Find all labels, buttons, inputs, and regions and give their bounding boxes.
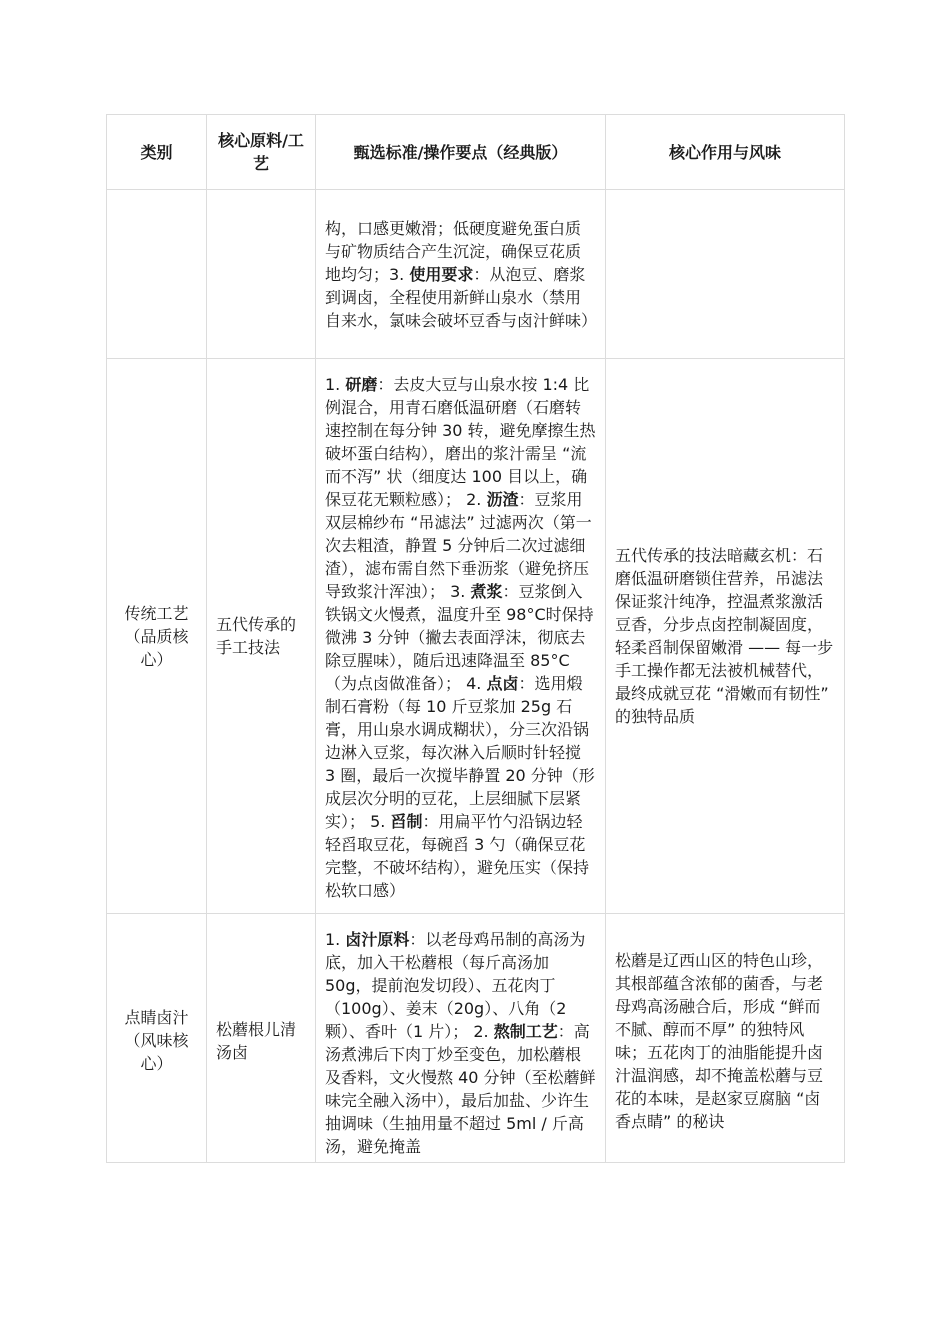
material-cell <box>207 190 316 359</box>
material-cell: 松蘑根儿清汤卤 <box>207 914 316 1163</box>
category-cell: 点睛卤汁（风味核心） <box>107 914 207 1163</box>
effect-cell: 松蘑是辽西山区的特色山珍，其根部蕴含浓郁的菌香，与老母鸡高汤融合后，形成 “鲜而不腻、醇而不厚” 的独特风味；五花肉丁的油脂能提升卤汁温润感，却不掩盖松蘑与豆花的本味，是赵家豆腐脑 “卤香点睛” 的秘诀 <box>606 914 845 1163</box>
step-keyword: 煮浆 <box>470 582 503 601</box>
points-cell: 构，口感更嫩滑；低硬度避免蛋白质与矿物质结合产生沉淀，确保豆花质地均匀；3. 使用要求：从泡豆、磨浆到调卤，全程使用新鲜山泉水（禁用自来水，氯味会破坏豆香与卤汁鲜味） <box>316 190 606 359</box>
points-cell: 1. 研磨：去皮大豆与山泉水按 1:4 比例混合，用青石磨低温研磨（石磨转速控制在每分钟 30 转，避免摩擦生热破坏蛋白结构），磨出的浆汁需呈 “流而不泻” 状（细度达 100 目以上，确保豆花无颗粒感）； 2. 沥渣：豆浆用双层棉纱布 “吊滤法” 过滤两次（第一次去粗渣，静置 5 分钟后二次过滤细渣），滤布需自然下垂沥浆（避免挤压导致浆汁浑浊）； 3. 煮浆：豆浆倒入铁锅文火慢煮，温度升至 98°C时保持微沸 3 分钟（撇去表面浮沫，彻底去除豆腥味），随后迅速降温至 85°C（为点卤做准备）； 4. 点卤：选用煅制石膏粉（每 10 斤豆浆加 25g 石膏，用山泉水调成糊状），分三次沿锅边淋入豆浆，每次淋入后顺时针轻搅 3 圈，最后一次搅毕静置 20 分钟（形成层次分明的豆花，上层细腻下层紧实）； 5. 舀制：用扁平竹勺沿锅边轻轻舀取豆花，每碗舀 3 勺（确保豆花完整，不破坏结构），避免压实（保持松软口感） <box>316 359 606 914</box>
step-keyword: 舀制 <box>390 812 423 831</box>
effect-cell: 五代传承的技法暗藏玄机：石磨低温研磨锁住营养，吊滤法保证浆汁纯净，控温煮浆激活豆香，分步点卤控制凝固度，轻柔舀制保留嫩滑 —— 每一步手工操作都无法被机械替代，最终成就豆花 “滑嫩而有韧性” 的独特品质 <box>606 359 845 914</box>
step-keyword: 研磨 <box>345 375 378 394</box>
table-row <box>107 190 845 359</box>
effect-cell <box>606 190 845 359</box>
step-keyword: 沥渣 <box>486 490 519 509</box>
header-effect: 核心作用与风味 <box>606 115 845 190</box>
category-cell: 传统工艺（品质核心） <box>107 359 207 914</box>
table-row <box>107 359 845 914</box>
header-category: 类别 <box>107 115 207 190</box>
step-keyword: 使用要求 <box>409 264 474 284</box>
category-cell <box>107 190 207 359</box>
header-material: 核心原料/工艺 <box>207 115 316 190</box>
step-keyword: 点卤 <box>486 674 519 693</box>
step-keyword: 卤汁原料 <box>345 930 410 949</box>
header-row <box>107 115 845 190</box>
process-table <box>106 114 845 1163</box>
step-keyword: 熬制工艺 <box>493 1022 558 1041</box>
points-cell: 1. 卤汁原料：以老母鸡吊制的高汤为底，加入干松蘑根（每斤高汤加 50g，提前泡发切段）、五花肉丁（100g）、姜末（20g）、八角（2 颗）、香叶（1 片）； 2. 熬制工艺：高汤煮沸后下肉丁炒至变色，加松蘑根及香料，文火慢熬 40 分钟（至松蘑鲜味完全融入汤中），最后加盐、少许生抽调味（生抽用量不超过 5ml / 斤高汤，避免掩盖 <box>316 914 606 1163</box>
material-cell: 五代传承的手工技法 <box>207 359 316 914</box>
header-points: 甄选标准/操作要点（经典版） <box>316 115 606 190</box>
table-row <box>107 914 845 1163</box>
